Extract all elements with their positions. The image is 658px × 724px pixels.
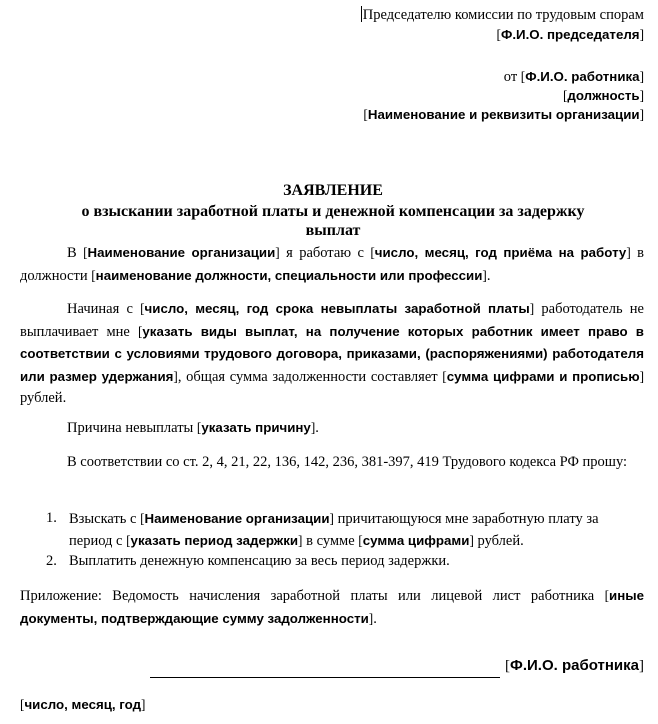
document-title: ЗАЯВЛЕНИЕ bbox=[283, 182, 383, 199]
organization-field: Наименование организации bbox=[87, 245, 276, 260]
signature-name-field: [Ф.И.О. работника] bbox=[505, 657, 644, 674]
sender-position-field: [должность] bbox=[562, 88, 644, 103]
paragraph-nonpayment: Начиная с [число, месяц, год срока невыплаты заработной платы] работодатель не выплачивает мне [указать виды выплат, на получение которых работник имеет право в соответствии с условиями трудового договора, приказами, (распоряжениями) работодателя или размер удержания], общая сумма задолженности составляет [сумма цифрами и прописью] рублей. bbox=[20, 301, 644, 406]
addressee-text: Председателю комиссии по трудовым спорам bbox=[362, 7, 644, 23]
attachment-docs-field: иные документы, подтверждающие сумму задолженности bbox=[20, 588, 644, 626]
list-item-text: Выплатить денежную компенсацию за весь период задержки. bbox=[69, 553, 450, 569]
paragraph-legal-basis: В соответствии со ст. 2, 4, 21, 22, 136, 142, 236, 381-397, 419 Трудового кодекса РФ прошу: bbox=[67, 454, 628, 470]
chair-name-field: [Ф.И.О. председателя] bbox=[496, 27, 644, 42]
sender-name-line: от [Ф.И.О. работника] bbox=[503, 69, 644, 85]
reason-field: указать причину bbox=[201, 420, 311, 435]
job-title-field: наименование должности, специальности или профессии bbox=[95, 267, 483, 283]
organization-field: Наименование организации bbox=[144, 511, 330, 526]
addressee-line bbox=[361, 6, 644, 25]
amount-field: сумма цифрами bbox=[362, 533, 470, 548]
payment-types-field: указать виды выплат, на получение которых работник имеет право в соответствии с условиями трудового договора, приказами, (распоряжениями) работодателя или размер удержания bbox=[20, 323, 644, 384]
sender-name-field: Ф.И.О. работника bbox=[525, 69, 640, 84]
attachment-paragraph: Приложение: Ведомость начисления заработной платы или лицевой лист работника [иные документы, подтверждающие сумму задолженности]. bbox=[20, 588, 644, 627]
text-cursor bbox=[361, 6, 362, 22]
paragraph-employment: В [Наименование организации] я работаю с [число, месяц, год приёма на работу] в должности [наименование должности, специальности или профессии]. bbox=[20, 245, 644, 284]
signature-line bbox=[150, 677, 500, 678]
sender-organization-field: [Наименование и реквизиты организации] bbox=[363, 107, 644, 122]
hire-date-field: число, месяц, год приёма на работу bbox=[374, 245, 627, 260]
list-item bbox=[20, 551, 644, 572]
list-item: 1. Взыскать с [Наименование организации] причитающуюся мне заработную плату за период с [указать период задержки] в сумме [сумма цифрами] рублей. bbox=[46, 510, 599, 549]
paragraph-reason: Причина невыплаты [указать причину]. bbox=[67, 420, 319, 436]
date-field: [число, месяц, год] bbox=[20, 697, 146, 712]
nonpayment-date-field: число, месяц, год срока невыплаты заработной платы bbox=[144, 301, 530, 316]
document-subtitle-line2: выплат bbox=[305, 222, 361, 239]
debt-amount-field: сумма цифрами и прописью bbox=[446, 368, 640, 384]
list-number: 2. bbox=[46, 553, 57, 569]
document-subtitle-line1: о взыскании заработной платы и денежной компенсации за задержку bbox=[81, 203, 585, 220]
delay-period-field: указать период задержки bbox=[130, 533, 299, 548]
list-number: 1. bbox=[46, 510, 57, 526]
